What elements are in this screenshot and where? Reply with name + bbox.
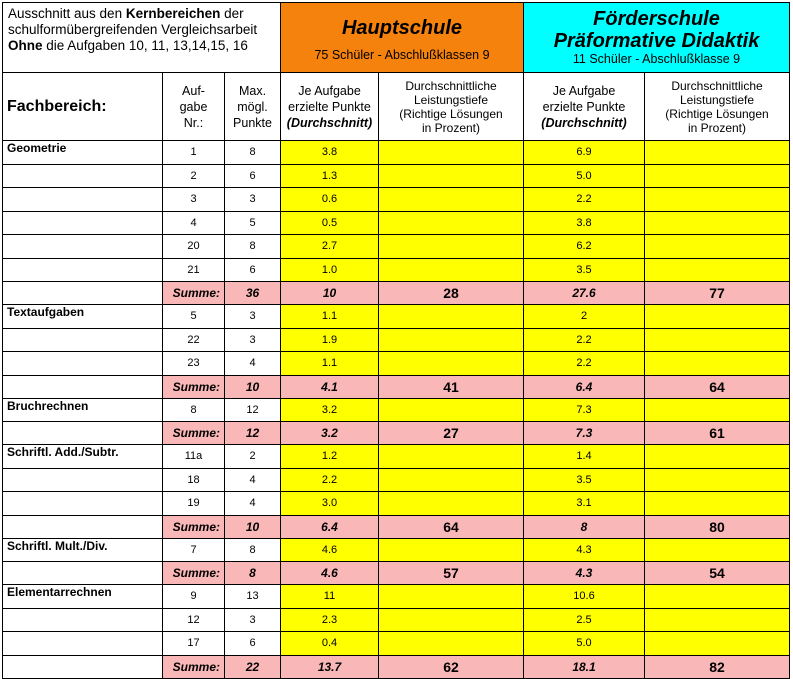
sum-hs-pct: 41 [379,375,524,398]
task-number: 22 [163,328,225,352]
max-points: 2 [225,445,281,469]
max-points: 4 [225,492,281,516]
task-number: 5 [163,305,225,329]
hs-pct-empty [379,585,524,609]
fs-pct-empty [645,141,790,165]
sum-row [3,655,790,678]
intro-line1-pre: Ausschnitt aus den [8,6,126,21]
section-blank [3,492,163,516]
col-pct-fs-l2: Leistungstiefe [679,92,755,107]
hs-avg-points: 2.7 [281,235,379,259]
col-aufgabe-l1: Auf- [182,83,205,98]
task-number: 12 [163,608,225,632]
hauptschule-subtitle: 75 Schüler - Abschlußklassen 9 [314,48,490,62]
intro-line1-bold: Kernbereichen [125,6,221,21]
max-points: 4 [225,352,281,376]
hs-pct-empty [379,492,524,516]
col-pct-hs-l2: Leistungstiefe [413,92,489,107]
hauptschule-title: Hauptschule [341,17,463,39]
fs-pct-empty [645,445,790,469]
column-header-row [3,73,790,141]
hs-pct-empty [379,328,524,352]
fs-avg-points: 2.2 [524,328,645,352]
section-blank [3,164,163,188]
task-number: 8 [163,398,225,422]
task-number: 17 [163,632,225,656]
col-max-l3: Punkte [233,115,272,130]
intro-line1-post: der [220,6,244,21]
max-points: 8 [225,235,281,259]
col-pct-hs-l3: (Richtige Lösungen [399,106,503,121]
section-blank [3,515,163,538]
sum-label: Summe: [163,515,225,538]
fs-pct-empty [645,468,790,492]
max-points: 6 [225,632,281,656]
sum-label: Summe: [163,562,225,585]
fs-pct-empty [645,492,790,516]
foerderschule-title-line2: Präformative Didaktik [553,30,760,52]
task-number: 18 [163,468,225,492]
hs-avg-points: 0.5 [281,211,379,235]
sum-fs-pct: 54 [645,562,790,585]
section-blank [3,328,163,352]
max-points: 3 [225,608,281,632]
task-number: 9 [163,585,225,609]
sum-fs-pct: 64 [645,375,790,398]
task-number: 4 [163,211,225,235]
hs-pct-empty [379,305,524,329]
foerderschule-subtitle: 11 Schüler - Abschlußklasse 9 [572,52,741,66]
max-points: 6 [225,164,281,188]
fs-pct-empty [645,632,790,656]
fs-avg-points: 2.2 [524,352,645,376]
hs-avg-points: 1.1 [281,352,379,376]
max-points: 8 [225,141,281,165]
intro-line3-post: die Aufgaben 10, 11, 13,14,15, 16 [42,38,248,53]
max-points: 12 [225,398,281,422]
section-name: Geometrie [3,141,163,165]
sum-max-points: 8 [225,562,281,585]
hs-pct-empty [379,538,524,562]
section-blank [3,422,163,445]
sum-max-points: 10 [225,375,281,398]
sum-fs-avg: 8 [524,515,645,538]
col-avg-fs-l3: (Durchschnitt) [541,115,627,130]
sum-hs-pct: 57 [379,562,524,585]
col-pct-fs [645,73,790,141]
sum-hs-avg: 4.6 [281,562,379,585]
section-name: Textaufgaben [3,305,163,329]
fs-avg-points: 4.3 [524,538,645,562]
table-row [3,258,790,282]
col-pct-fs-l4: in Prozent) [687,120,747,135]
fs-pct-empty [645,538,790,562]
sum-hs-avg: 6.4 [281,515,379,538]
table-row [3,188,790,212]
fs-pct-empty [645,188,790,212]
sum-hs-pct: 64 [379,515,524,538]
col-max [225,73,281,141]
task-number: 11a [163,445,225,469]
fs-avg-points: 2 [524,305,645,329]
fs-avg-points: 1.4 [524,445,645,469]
fs-avg-points: 3.8 [524,211,645,235]
hs-avg-points: 2.2 [281,468,379,492]
foerderschule-header [524,3,790,73]
hs-avg-points: 2.3 [281,608,379,632]
hs-pct-empty [379,445,524,469]
hs-pct-empty [379,188,524,212]
col-pct-fs-l3: (Richtige Lösungen [665,106,769,121]
hs-pct-empty [379,235,524,259]
col-avg-hs [281,73,379,141]
intro-text [3,3,281,73]
fs-pct-empty [645,235,790,259]
sum-row [3,562,790,585]
hs-pct-empty [379,352,524,376]
section-blank [3,282,163,305]
col-aufgabe [163,73,225,141]
col-fachbereich [3,73,163,141]
task-number: 19 [163,492,225,516]
table-row [3,398,790,422]
section-blank [3,655,163,678]
hs-pct-empty [379,141,524,165]
fs-pct-empty [645,352,790,376]
fs-avg-points: 5.0 [524,164,645,188]
col-avg-hs-l3: (Durchschnitt) [286,115,373,130]
col-max-l2: mögl. [237,99,268,114]
section-blank [3,188,163,212]
sum-hs-avg: 10 [281,282,379,305]
col-avg-fs [524,73,645,141]
section-blank [3,375,163,398]
max-points: 13 [225,585,281,609]
sum-fs-pct: 82 [645,655,790,678]
fs-avg-points: 7.3 [524,398,645,422]
sum-fs-avg: 18.1 [524,655,645,678]
hs-avg-points: 11 [281,585,379,609]
fs-avg-points: 3.5 [524,468,645,492]
fs-avg-points: 5.0 [524,632,645,656]
hauptschule-header [281,3,524,73]
max-points: 8 [225,538,281,562]
sum-fs-avg: 4.3 [524,562,645,585]
hs-pct-empty [379,632,524,656]
hs-pct-empty [379,164,524,188]
sum-label: Summe: [163,375,225,398]
max-points: 3 [225,305,281,329]
col-pct-hs-l1: Durchschnittliche [405,78,497,93]
fs-avg-points: 2.2 [524,188,645,212]
sum-row [3,515,790,538]
fs-avg-points: 6.9 [524,141,645,165]
sum-max-points: 12 [225,422,281,445]
table-row [3,235,790,259]
foerderschule-title-line1: Förderschule [593,8,720,30]
fs-avg-points: 6.2 [524,235,645,259]
sum-label: Summe: [163,655,225,678]
col-fachbereich-label: Fachbereich: [7,97,107,115]
hs-pct-empty [379,211,524,235]
fs-avg-points: 2.5 [524,608,645,632]
section-name: Bruchrechnen [3,398,163,422]
col-aufgabe-l2: gabe [179,99,208,114]
table-row [3,538,790,562]
max-points: 5 [225,211,281,235]
sum-hs-avg: 3.2 [281,422,379,445]
fs-pct-empty [645,211,790,235]
section-blank [3,352,163,376]
hs-avg-points: 1.3 [281,164,379,188]
task-number: 20 [163,235,225,259]
sum-fs-pct: 80 [645,515,790,538]
hs-avg-points: 0.6 [281,188,379,212]
col-pct-fs-l1: Durchschnittliche [671,78,763,93]
hs-avg-points: 1.1 [281,305,379,329]
hs-avg-points: 1.2 [281,445,379,469]
max-points: 3 [225,188,281,212]
sum-max-points: 22 [225,655,281,678]
hs-pct-empty [379,398,524,422]
col-pct-hs [379,73,524,141]
sum-row [3,375,790,398]
sum-max-points: 10 [225,515,281,538]
table-body [3,3,790,679]
hs-avg-points: 0.4 [281,632,379,656]
section-name: Schriftl. Add./Subtr. [3,445,163,469]
sum-row [3,422,790,445]
section-blank [3,468,163,492]
max-points: 4 [225,468,281,492]
sum-label: Summe: [163,422,225,445]
fs-pct-empty [645,585,790,609]
sum-hs-avg: 13.7 [281,655,379,678]
col-max-l1: Max. [238,83,267,98]
col-avg-hs-l1: Je Aufgabe [298,83,361,98]
intro-line3-bold: Ohne [8,38,43,53]
sum-row [3,282,790,305]
fs-avg-points: 10.6 [524,585,645,609]
fs-pct-empty [645,305,790,329]
col-avg-fs-l1: Je Aufgabe [552,83,616,98]
intro-line2: schulformübergreifenden Vergleichsarbeit [8,22,258,37]
hs-avg-points: 1.9 [281,328,379,352]
task-number: 7 [163,538,225,562]
section-blank [3,211,163,235]
hs-avg-points: 1.0 [281,258,379,282]
task-number: 23 [163,352,225,376]
hs-avg-points: 3.8 [281,141,379,165]
hs-pct-empty [379,468,524,492]
fs-pct-empty [645,328,790,352]
fs-avg-points: 3.5 [524,258,645,282]
fs-pct-empty [645,398,790,422]
table-row [3,468,790,492]
task-number: 1 [163,141,225,165]
section-blank [3,258,163,282]
max-points: 6 [225,258,281,282]
col-avg-hs-l2: erzielte Punkte [288,99,371,114]
fs-pct-empty [645,258,790,282]
max-points: 3 [225,328,281,352]
hs-avg-points: 3.2 [281,398,379,422]
task-number: 3 [163,188,225,212]
fs-avg-points: 3.1 [524,492,645,516]
title-row [3,3,790,73]
section-name: Schriftl. Mult./Div. [3,538,163,562]
section-blank [3,562,163,585]
sum-hs-pct: 62 [379,655,524,678]
hs-avg-points: 3.0 [281,492,379,516]
table-row [3,141,790,165]
hs-avg-points: 4.6 [281,538,379,562]
section-blank [3,235,163,259]
sum-fs-avg: 7.3 [524,422,645,445]
table-row [3,492,790,516]
hs-pct-empty [379,258,524,282]
section-name: Elementarrechnen [3,585,163,609]
table-row [3,445,790,469]
col-pct-hs-l4: in Prozent) [421,120,481,135]
sum-fs-pct: 61 [645,422,790,445]
table-row [3,211,790,235]
sum-max-points: 36 [225,282,281,305]
sum-label: Summe: [163,282,225,305]
table-row [3,328,790,352]
table-row [3,585,790,609]
sum-fs-avg: 27.6 [524,282,645,305]
sum-hs-pct: 28 [379,282,524,305]
sum-fs-pct: 77 [645,282,790,305]
table-row [3,352,790,376]
col-aufgabe-l3: Nr.: [183,115,204,130]
sum-hs-pct: 27 [379,422,524,445]
results-table [2,2,790,679]
table-row [3,164,790,188]
task-number: 2 [163,164,225,188]
table-row [3,305,790,329]
section-blank [3,632,163,656]
task-number: 21 [163,258,225,282]
col-avg-fs-l2: erzielte Punkte [542,99,626,114]
sum-hs-avg: 4.1 [281,375,379,398]
sum-fs-avg: 6.4 [524,375,645,398]
fs-pct-empty [645,164,790,188]
table-row [3,632,790,656]
